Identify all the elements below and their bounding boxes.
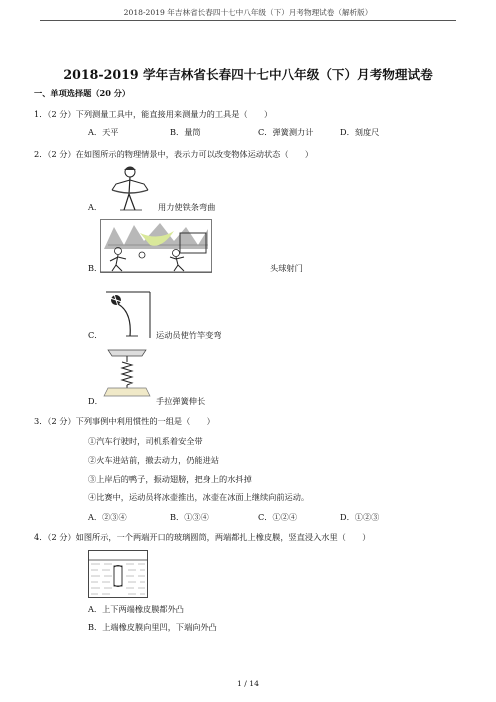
q1-option-c: C．弹簧测力计	[258, 127, 314, 137]
figure-bending-iron	[102, 164, 158, 214]
q2-option-a-caption: 用力使铁条弯曲	[158, 202, 216, 212]
q3-item-3: ③上岸后的鸭子，振动翅膀，把身上的水抖掉	[88, 474, 252, 484]
question-2-stem: 2．（2 分）在如图所示的物理情景中，表示力可以改变物体运动状态（ ）	[34, 149, 314, 159]
q2-option-d-caption: 手拉弹簧伸长	[156, 396, 206, 406]
q2-option-d-letter: D．	[88, 396, 103, 406]
question-4-stem: 4．（2 分）如图所示，一个两端开口的玻璃圆筒，两端都扎上橡皮膜，竖直浸入水里（ ）	[34, 532, 371, 542]
question-3-stem: 3．（2 分）下列事例中利用惯性的一组是（ ）	[34, 416, 215, 426]
figure-stretching-spring	[102, 348, 152, 398]
q2-option-a-letter: A．	[88, 202, 103, 212]
figure-glass-tube-in-water	[88, 550, 148, 598]
q2-option-b-letter: B．	[88, 263, 103, 273]
document-title: 2018-2019 学年吉林省长春四十七中八年级（下）月考物理试卷	[63, 67, 433, 82]
section-heading: 一、单项选择题（20 分）	[34, 88, 131, 98]
q3-option-b: B．①③④	[170, 512, 209, 522]
q2-option-c-letter: C．	[88, 330, 103, 340]
q1-option-a: A．天平	[88, 127, 119, 137]
q4-option-a: A．上下两端橡皮膜都外凸	[88, 604, 184, 614]
q1-option-d: D．刻度尺	[340, 127, 380, 137]
q3-option-a: A．②③④	[88, 512, 127, 522]
header-divider	[40, 20, 456, 21]
q3-option-d: D．①②③	[340, 512, 380, 522]
q3-item-4: ④比赛中，运动员将冰壶推出，冰壶在冰面上继续向前运动。	[88, 492, 310, 502]
q3-item-2: ②火车进站前，撤去动力，仍能进站	[88, 455, 220, 465]
q3-option-c: C．①②④	[258, 512, 298, 522]
figure-header-goal	[100, 219, 212, 273]
figure-pole-vault	[104, 288, 156, 340]
q2-option-b-caption: 头球射门	[270, 263, 303, 273]
page-header: 2018-2019 年吉林省长春四十七中八年级（下）月考物理试卷（解析版）	[123, 8, 373, 17]
q3-item-1: ①汽车行驶时，司机系着安全带	[88, 436, 203, 446]
q1-option-b: B．量筒	[170, 127, 201, 137]
question-1-stem: 1．（2 分）下列测量工具中，能直接用来测量力的工具是（ ）	[34, 109, 273, 119]
q2-option-c-caption: 运动员使竹竿变弯	[156, 330, 222, 340]
q4-option-b: B．上端橡皮膜向里凹，下端向外凸	[88, 622, 217, 632]
page-number: 1 / 14	[237, 679, 259, 688]
